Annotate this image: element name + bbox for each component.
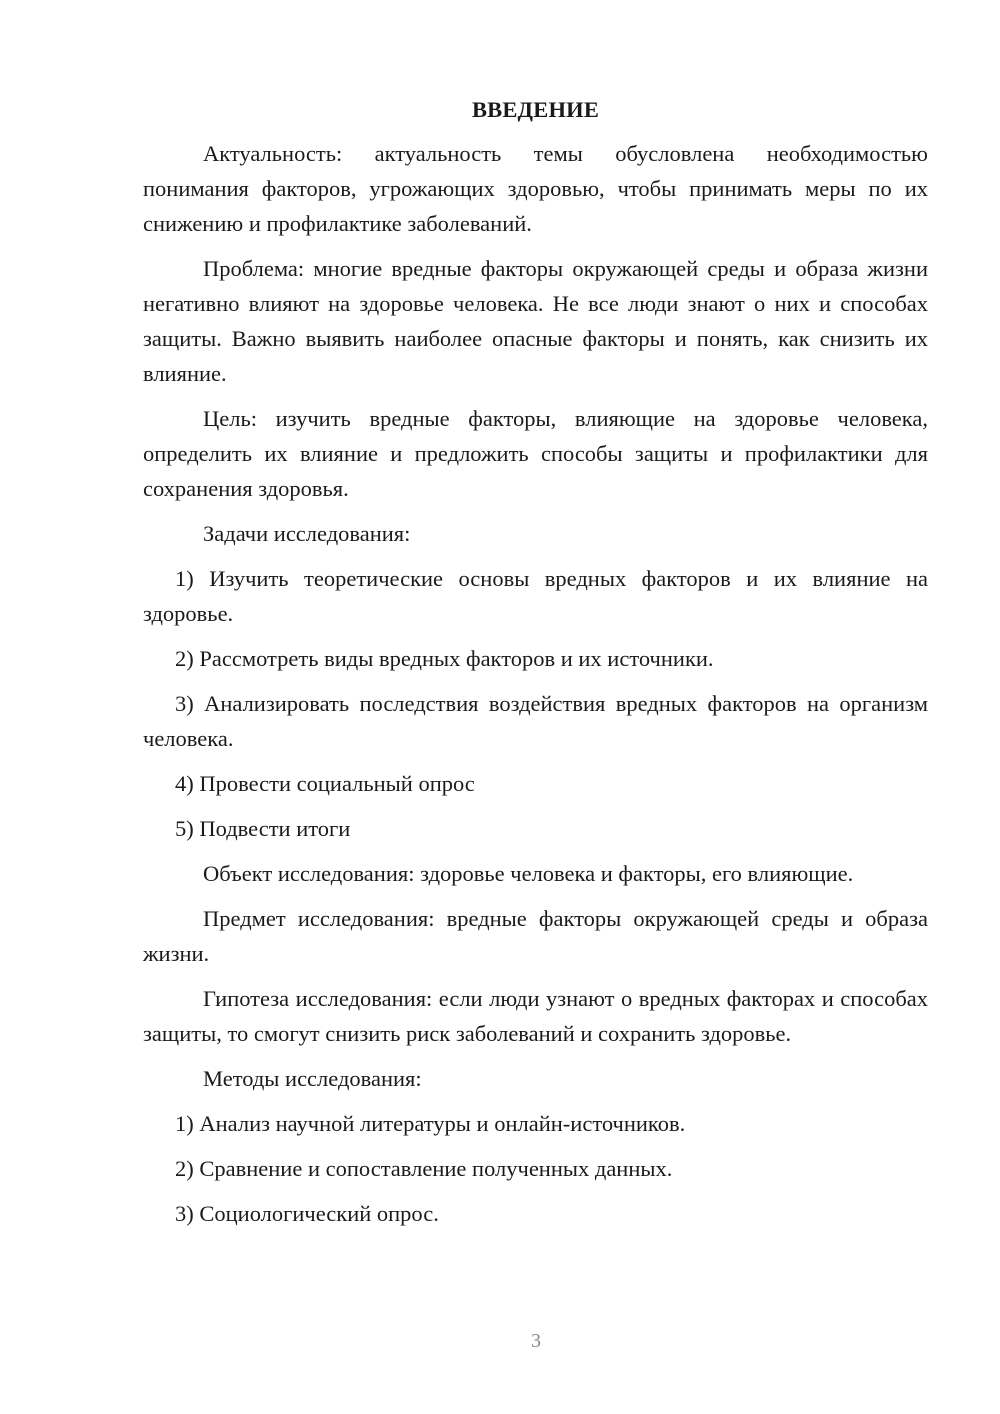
object-paragraph: Объект исследования: здоровье человека и факторы, его влияющие. (203, 861, 854, 886)
task-item: 2) Рассмотреть виды вредных факторов и их источники. (175, 646, 714, 671)
subject-paragraph: Предмет исследования: вредные факторы окружающей среды и образа жизни. (143, 906, 928, 966)
hypothesis-paragraph: Гипотеза исследования: если люди узнают о вредных факторах и способах защиты, то смогут снизить риск заболеваний и сохранить здоровье. (143, 986, 928, 1046)
section-title: ВВЕДЕНИЕ (471, 97, 600, 122)
method-item: 1) Анализ научной литературы и онлайн-источников. (175, 1111, 686, 1136)
method-item: 3) Социологический опрос. (175, 1201, 439, 1226)
goal-paragraph: Цель: изучить вредные факторы, влияющие на здоровье человека, определить их влияние и предложить способы защиты и профилактики для сохранения здоровья. (143, 406, 928, 501)
tasks-heading: Задачи исследования: (203, 521, 411, 546)
method-item: 2) Сравнение и сопоставление полученных данных. (175, 1156, 673, 1181)
page-number: 3 (531, 1330, 541, 1352)
methods-heading: Методы исследования: (203, 1066, 422, 1091)
task-item: 4) Провести социальный опрос (175, 771, 475, 796)
task-item: 5) Подвести итоги (175, 816, 351, 841)
relevance-paragraph: Актуальность: актуальность темы обусловлена необходимостью понимания факторов, угрожающих здоровью, чтобы принимать меры по их снижению и профилактике заболеваний. (143, 141, 928, 236)
problem-paragraph: Проблема: многие вредные факторы окружающей среды и образа жизни негативно влияют на здоровье человека. Не все люди знают о них и способах защиты. Важно выявить наиболее опасные факторы и понять, как снизить их влияние. (143, 256, 928, 386)
document-page (143, 92, 928, 1241)
task-item: 3) Анализировать последствия воздействия вредных факторов на организм человека. (143, 691, 928, 751)
task-item: 1) Изучить теоретические основы вредных факторов и их влияние на здоровье. (143, 566, 928, 626)
